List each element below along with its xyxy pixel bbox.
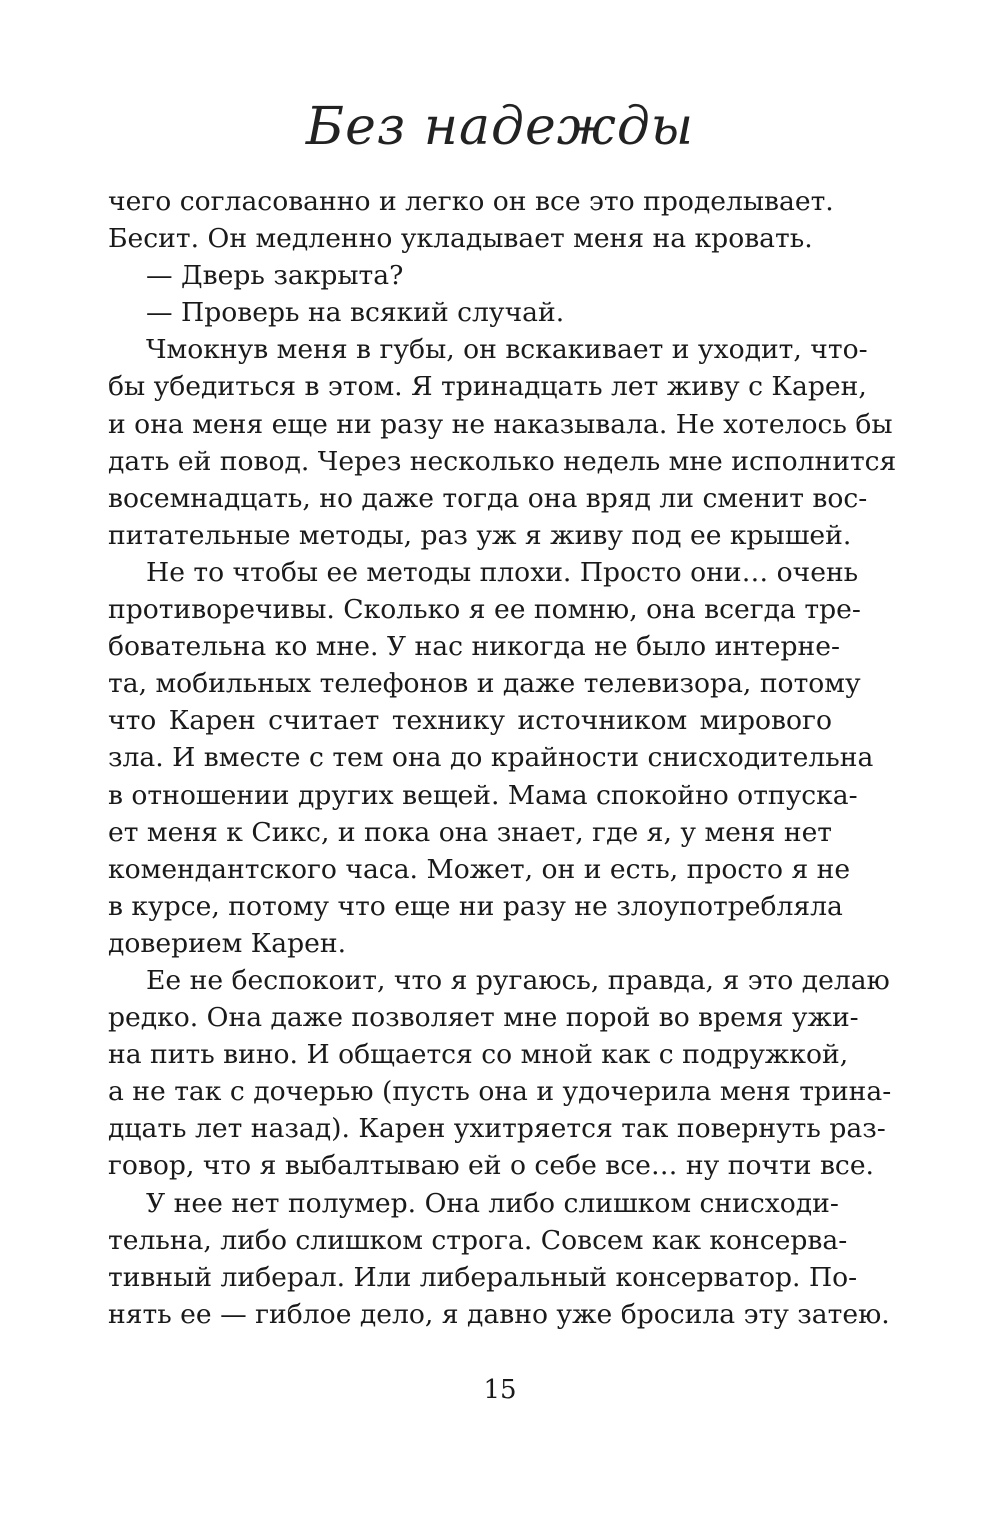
text-line: та, мобильных телефонов и даже телевизора, потому	[108, 668, 861, 700]
text-line: дцать лет назад). Карен ухитряется так повернуть раз-	[108, 1113, 886, 1145]
running-title: Без надежды	[305, 97, 695, 157]
text-line: противоречивы. Сколько я ее помню, она всегда тре-	[108, 594, 861, 626]
text-line: на пить вино. И общается со мной как с подружкой,	[108, 1039, 849, 1071]
text-line: Чмокнув меня в губы, он вскакивает и уходит, что-	[146, 334, 868, 366]
text-line: — Проверь на всякий случай.	[146, 297, 565, 329]
text-line: нять ее — гиблое дело, я давно уже бросила эту затею.	[108, 1298, 890, 1330]
text-line: бы убедиться в этом. Я тринадцать лет живу с Карен,	[108, 371, 867, 403]
text-line: Ее не беспокоит, что я ругаюсь, правда, я это делаю	[146, 964, 890, 996]
text-line: Не то чтобы ее методы плохи. Просто они… очень	[146, 556, 859, 588]
text-line: что Карен считает технику источником мирового	[108, 705, 832, 737]
text-line: доверием Карен.	[108, 927, 347, 959]
text-line: зла. И вместе с тем она до крайности снисходительна	[108, 742, 874, 774]
text-line: Бесит. Он медленно укладывает меня на кровать.	[108, 223, 813, 255]
text-line: — Дверь закрыта?	[146, 260, 404, 292]
text-line: редко. Она даже позволяет мне порой во время ужи-	[108, 1002, 859, 1034]
body-text	[108, 183, 897, 1333]
text-line: чего согласованно и легко он все это проделывает.	[108, 186, 834, 217]
text-line: питательные методы, раз уж я живу под ее крышей.	[108, 519, 852, 551]
text-line: ет меня к Сикс, и пока она знает, где я, у меня нет	[108, 816, 833, 848]
text-line: бовательна ко мне. У нас никогда не было интерне-	[108, 631, 840, 663]
text-line: тивный либерал. Или либеральный консерватор. По-	[108, 1261, 858, 1293]
text-line: и она меня еще ни разу не наказывала. Не хотелось бы	[108, 408, 893, 440]
text-line: говор, что я выбалтываю ей о себе все… ну почти все.	[108, 1150, 875, 1182]
text-line: тельна, либо слишком строга. Совсем как консерва-	[108, 1224, 848, 1256]
text-line: а не так с дочерью (пусть она и удочерила меня трина-	[108, 1076, 892, 1108]
page-number: 15	[483, 1375, 517, 1405]
text-line: в отношении других вещей. Мама спокойно отпуска-	[108, 779, 858, 811]
text-line: У нее нет полумер. Она либо слишком снисходи-	[146, 1187, 839, 1219]
text-line: в курсе, потому что еще ни разу не злоупотребляла	[108, 890, 843, 922]
text-line: комендантского часа. Может, он и есть, просто я не	[108, 853, 851, 885]
text-line: восемнадцать, но даже тогда она вряд ли сменит вос-	[108, 482, 868, 514]
text-line: дать ей повод. Через несколько недель мне исполнится	[108, 445, 897, 477]
